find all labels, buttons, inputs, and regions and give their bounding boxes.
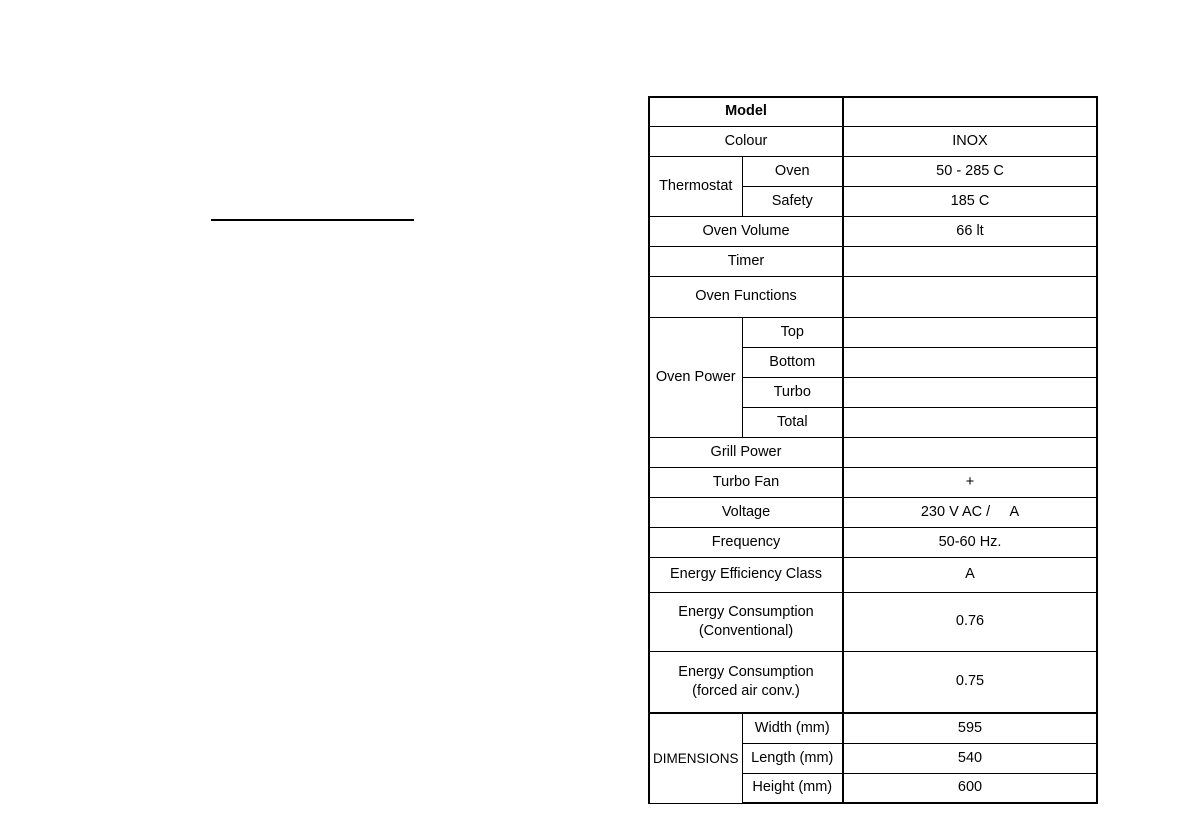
dimensions-length-label: Length (mm) (742, 743, 843, 773)
energy-conventional-label-line2: (Conventional) (698, 622, 794, 639)
energy-class-label: Energy Efficiency Class (649, 557, 843, 592)
table-row-thermostat-oven (649, 156, 1097, 186)
oven-volume-label: Oven Volume (649, 216, 843, 246)
timer-value (843, 246, 1097, 276)
colour-label: Colour (649, 126, 843, 156)
table-row-energy-forced (649, 651, 1097, 713)
energy-forced-value: 0.75 (843, 651, 1097, 713)
thermostat-safety-value: 185 C (843, 186, 1097, 216)
oven-power-bottom-value (843, 347, 1097, 377)
thermostat-safety-label: Safety (742, 186, 843, 216)
energy-conventional-label-line1: Energy Consumption (678, 603, 814, 620)
oven-power-turbo-label: Turbo (742, 377, 843, 407)
table-row-timer (649, 246, 1097, 276)
thermostat-oven-value: 50 - 285 C (843, 156, 1097, 186)
turbo-fan-label: Turbo Fan (649, 467, 843, 497)
voltage-label: Voltage (649, 497, 843, 527)
frequency-label: Frequency (649, 527, 843, 557)
voltage-value: 230 V AC / A (843, 497, 1097, 527)
table-row-oven-volume (649, 216, 1097, 246)
energy-class-value: A (843, 557, 1097, 592)
table-row-grill-power (649, 437, 1097, 467)
table-row-dimensions-width (649, 713, 1097, 743)
energy-conventional-label (649, 592, 843, 651)
dimensions-label: DIMENSIONS (649, 713, 742, 803)
dimensions-width-value: 595 (843, 713, 1097, 743)
oven-power-turbo-value (843, 377, 1097, 407)
energy-conventional-value: 0.76 (843, 592, 1097, 651)
thermostat-oven-label: Oven (742, 156, 843, 186)
oven-power-top-label: Top (742, 317, 843, 347)
oven-volume-value: 66 lt (843, 216, 1097, 246)
table-row-model (649, 97, 1097, 126)
oven-power-label: Oven Power (649, 317, 742, 437)
dimensions-height-label: Height (mm) (742, 773, 843, 803)
table-row-frequency (649, 527, 1097, 557)
oven-power-top-value (843, 317, 1097, 347)
table-row-turbo-fan (649, 467, 1097, 497)
energy-forced-label-line1: Energy Consumption (678, 663, 814, 680)
table-row-oven-power-top (649, 317, 1097, 347)
dimensions-height-value: 600 (843, 773, 1097, 803)
energy-forced-label-line2: (forced air conv.) (692, 682, 800, 699)
dimensions-width-label: Width (mm) (742, 713, 843, 743)
turbo-fan-value: + (843, 467, 1097, 497)
table-row-voltage (649, 497, 1097, 527)
oven-power-total-value (843, 407, 1097, 437)
model-label: Model (649, 97, 843, 126)
blank-underline-rule (211, 219, 414, 221)
table-row-energy-conventional (649, 592, 1097, 651)
oven-power-total-label: Total (742, 407, 843, 437)
oven-power-bottom-label: Bottom (742, 347, 843, 377)
timer-label: Timer (649, 246, 843, 276)
table-row-oven-functions (649, 276, 1097, 317)
oven-functions-label: Oven Functions (649, 276, 843, 317)
thermostat-label: Thermostat (649, 156, 742, 216)
grill-power-value (843, 437, 1097, 467)
table-row-colour (649, 126, 1097, 156)
dimensions-length-value: 540 (843, 743, 1097, 773)
frequency-value: 50-60 Hz. (843, 527, 1097, 557)
energy-forced-label (649, 651, 843, 713)
grill-power-label: Grill Power (649, 437, 843, 467)
model-value (843, 97, 1097, 126)
colour-value: INOX (843, 126, 1097, 156)
oven-functions-value (843, 276, 1097, 317)
table-row-energy-class (649, 557, 1097, 592)
specification-table (648, 96, 1098, 804)
